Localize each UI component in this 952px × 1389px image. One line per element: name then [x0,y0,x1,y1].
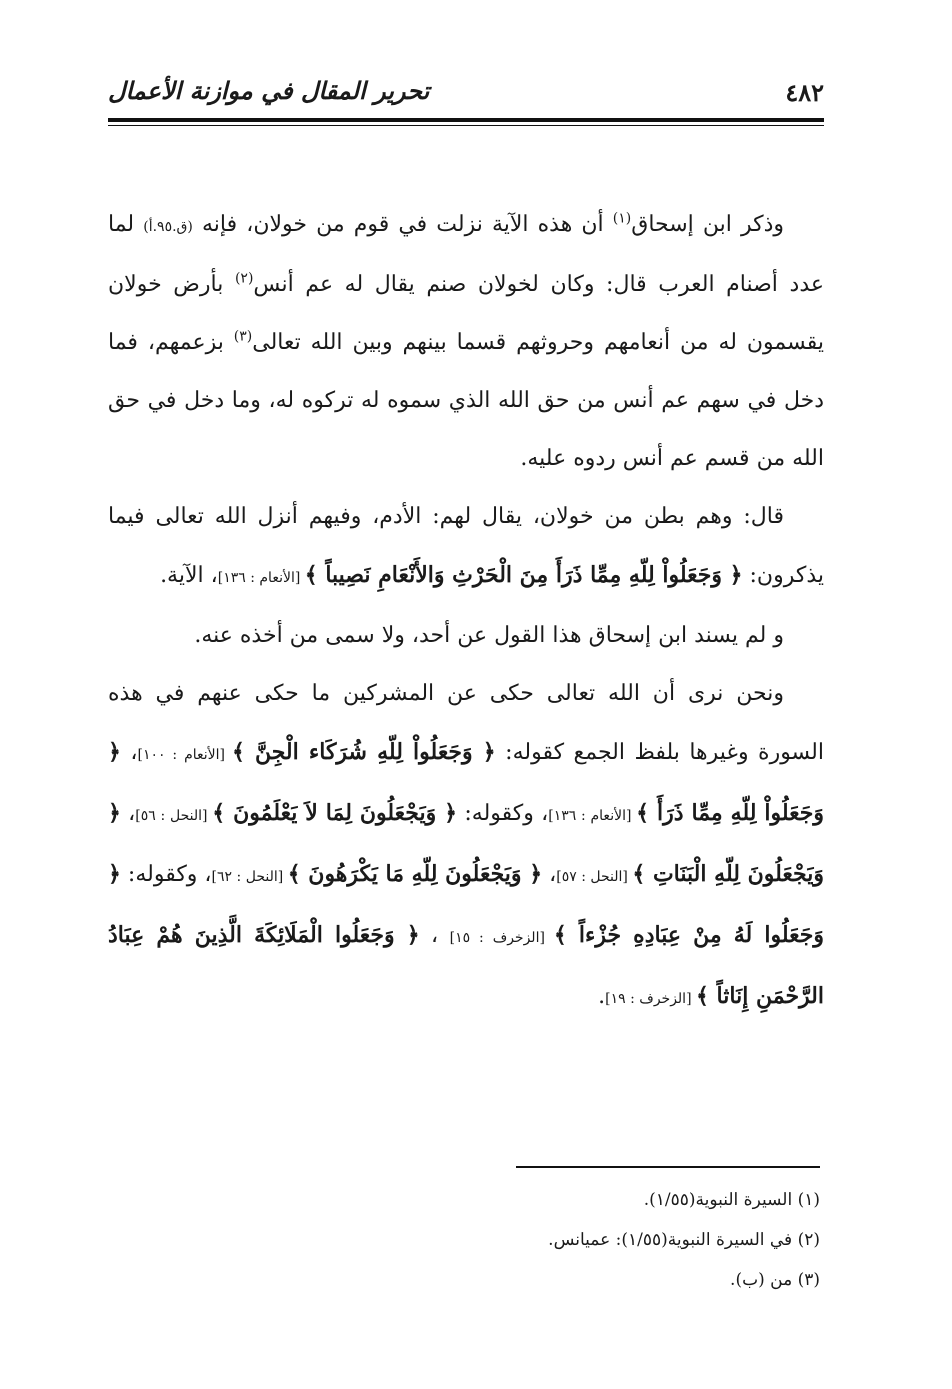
quran-verse: ﴿ وَجَعَلُواْ لِلّهِ مِمِّا ذَرَأَ مِنَ الْحَرْثِ وَالأَنْعَامِ نَصِيباً ﴾ [304,562,743,588]
verse-citation: [الزخرف : ١٩] [605,991,696,1007]
page-number: ٤٨٢ [785,78,824,107]
verse-citation: [النحل : ٥٦] [135,808,213,824]
quran-verse: ﴿ وَجَعَلُواْ لِلّهِ شُرَكَاء الْجِنَّ ﴾ [231,739,496,765]
footnote-ref-3: (٣) [233,328,253,345]
footnote-ref-1: (١) [612,210,632,227]
header-rule-thick [108,118,824,122]
text-run: ، [120,740,138,765]
paragraph-3: و لم يسند ابن إسحاق هذا القول عن أحد، ولا سمى من أخذه عنه. [194,623,784,648]
manuscript-ref: (ق.٩٥.أ) [143,219,193,235]
text-run: . [598,984,606,1009]
verse-citation: [الأنعام : ١٣٦] [548,808,637,824]
verse-citation: [الأنعام : ١٠٠] [137,747,232,763]
text-run: ، [419,923,450,948]
paragraph-1 [108,196,824,488]
quran-verse: ﴿ وَيَجْعَلُونَ لِلّهِ مَا يَكْرَهُونَ ﴾ [287,861,543,887]
text-run: وذكر ابن إسحاق [631,212,784,237]
text-run: لما عدد أصنام العرب قال: وكان لخولان صنم يقال له عم أنس [108,212,824,297]
footnote-3: (٣) من (ب). [730,1270,820,1290]
quran-verse: ﴿ وَجَعَلُوا لَهُ مِنْ عِبَادِهِ جُزْءاً ﴾ [108,861,824,948]
quran-verse: ﴿ وَجَعَلُوا الْمَلَائِكَةَ الَّذِينَ هُمْ عِبَادُ الرَّحْمَنِ إِنَاثاً ﴾ [108,922,824,1009]
page-header [108,72,824,112]
footnote-separator [516,1166,820,1168]
text-run: بزعمهم، فما دخل في سهم عم أنس من حق الله الذي سموه له تركوه له، وما دخل في حق الله من قسم عم أنس ردوه عليه. [108,330,824,471]
paragraph-4 [108,665,824,1028]
header-rule-thin [108,125,824,126]
verse-citation: [النحل : ٥٧] [556,869,633,885]
text-run: ، الآية. [160,563,218,588]
text-run: بأرض خولان يقسمون له من أنعامهم وحروثهم قسما بينهم وبين الله تعالى [108,272,824,355]
running-title: تحرير المقال في موازنة الأعمال [108,76,430,105]
quran-verse: ﴿ وَيَجْعَلُونَ لِمَا لاَ يَعْلَمُونَ ﴾ [212,800,458,826]
footnote-2: (٢) في السيرة النبوية(١/٥٥): عميانس. [548,1230,820,1250]
text-run: ، وكقوله: [457,801,549,826]
text-run: ، [542,862,557,887]
text-run: قال: وهم بطن من خولان، يقال لهم: الأدم، وفيهم أنزل الله تعالى فيما يذكرون: [108,504,824,588]
text-run: أن هذه الآية نزلت في قوم من خولان، فإنه [192,212,613,237]
quran-verse: ﴿ وَيَجْعَلُونَ لِلّهِ الْبَنَاتِ ﴾ [108,800,824,887]
verse-citation: [الأنعام : ١٣٦] [217,570,305,586]
verse-citation: [النحل : ٦٢] [211,869,288,885]
text-run: ونحن نرى أن الله تعالى حكى عن المشركين ما حكى عنهم في هذه السورة وغيرها بلفظ الجمع كقوله: [108,681,824,765]
text-run: ، [120,801,136,826]
verse-citation: [الزخرف : ١٥] [449,930,554,946]
quran-verse: ﴿ وَجَعَلُواْ لِلّهِ مِمِّا ذَرَأَ ﴾ [108,739,824,826]
footnotes [108,1180,820,1300]
main-text [108,196,824,1028]
footnote-1: (١) السيرة النبوية(١/٥٥). [643,1190,820,1210]
footnote-ref-2: (٢) [234,270,254,287]
paragraph-2 [108,488,824,607]
text-run: ، وكقوله: [120,862,212,887]
